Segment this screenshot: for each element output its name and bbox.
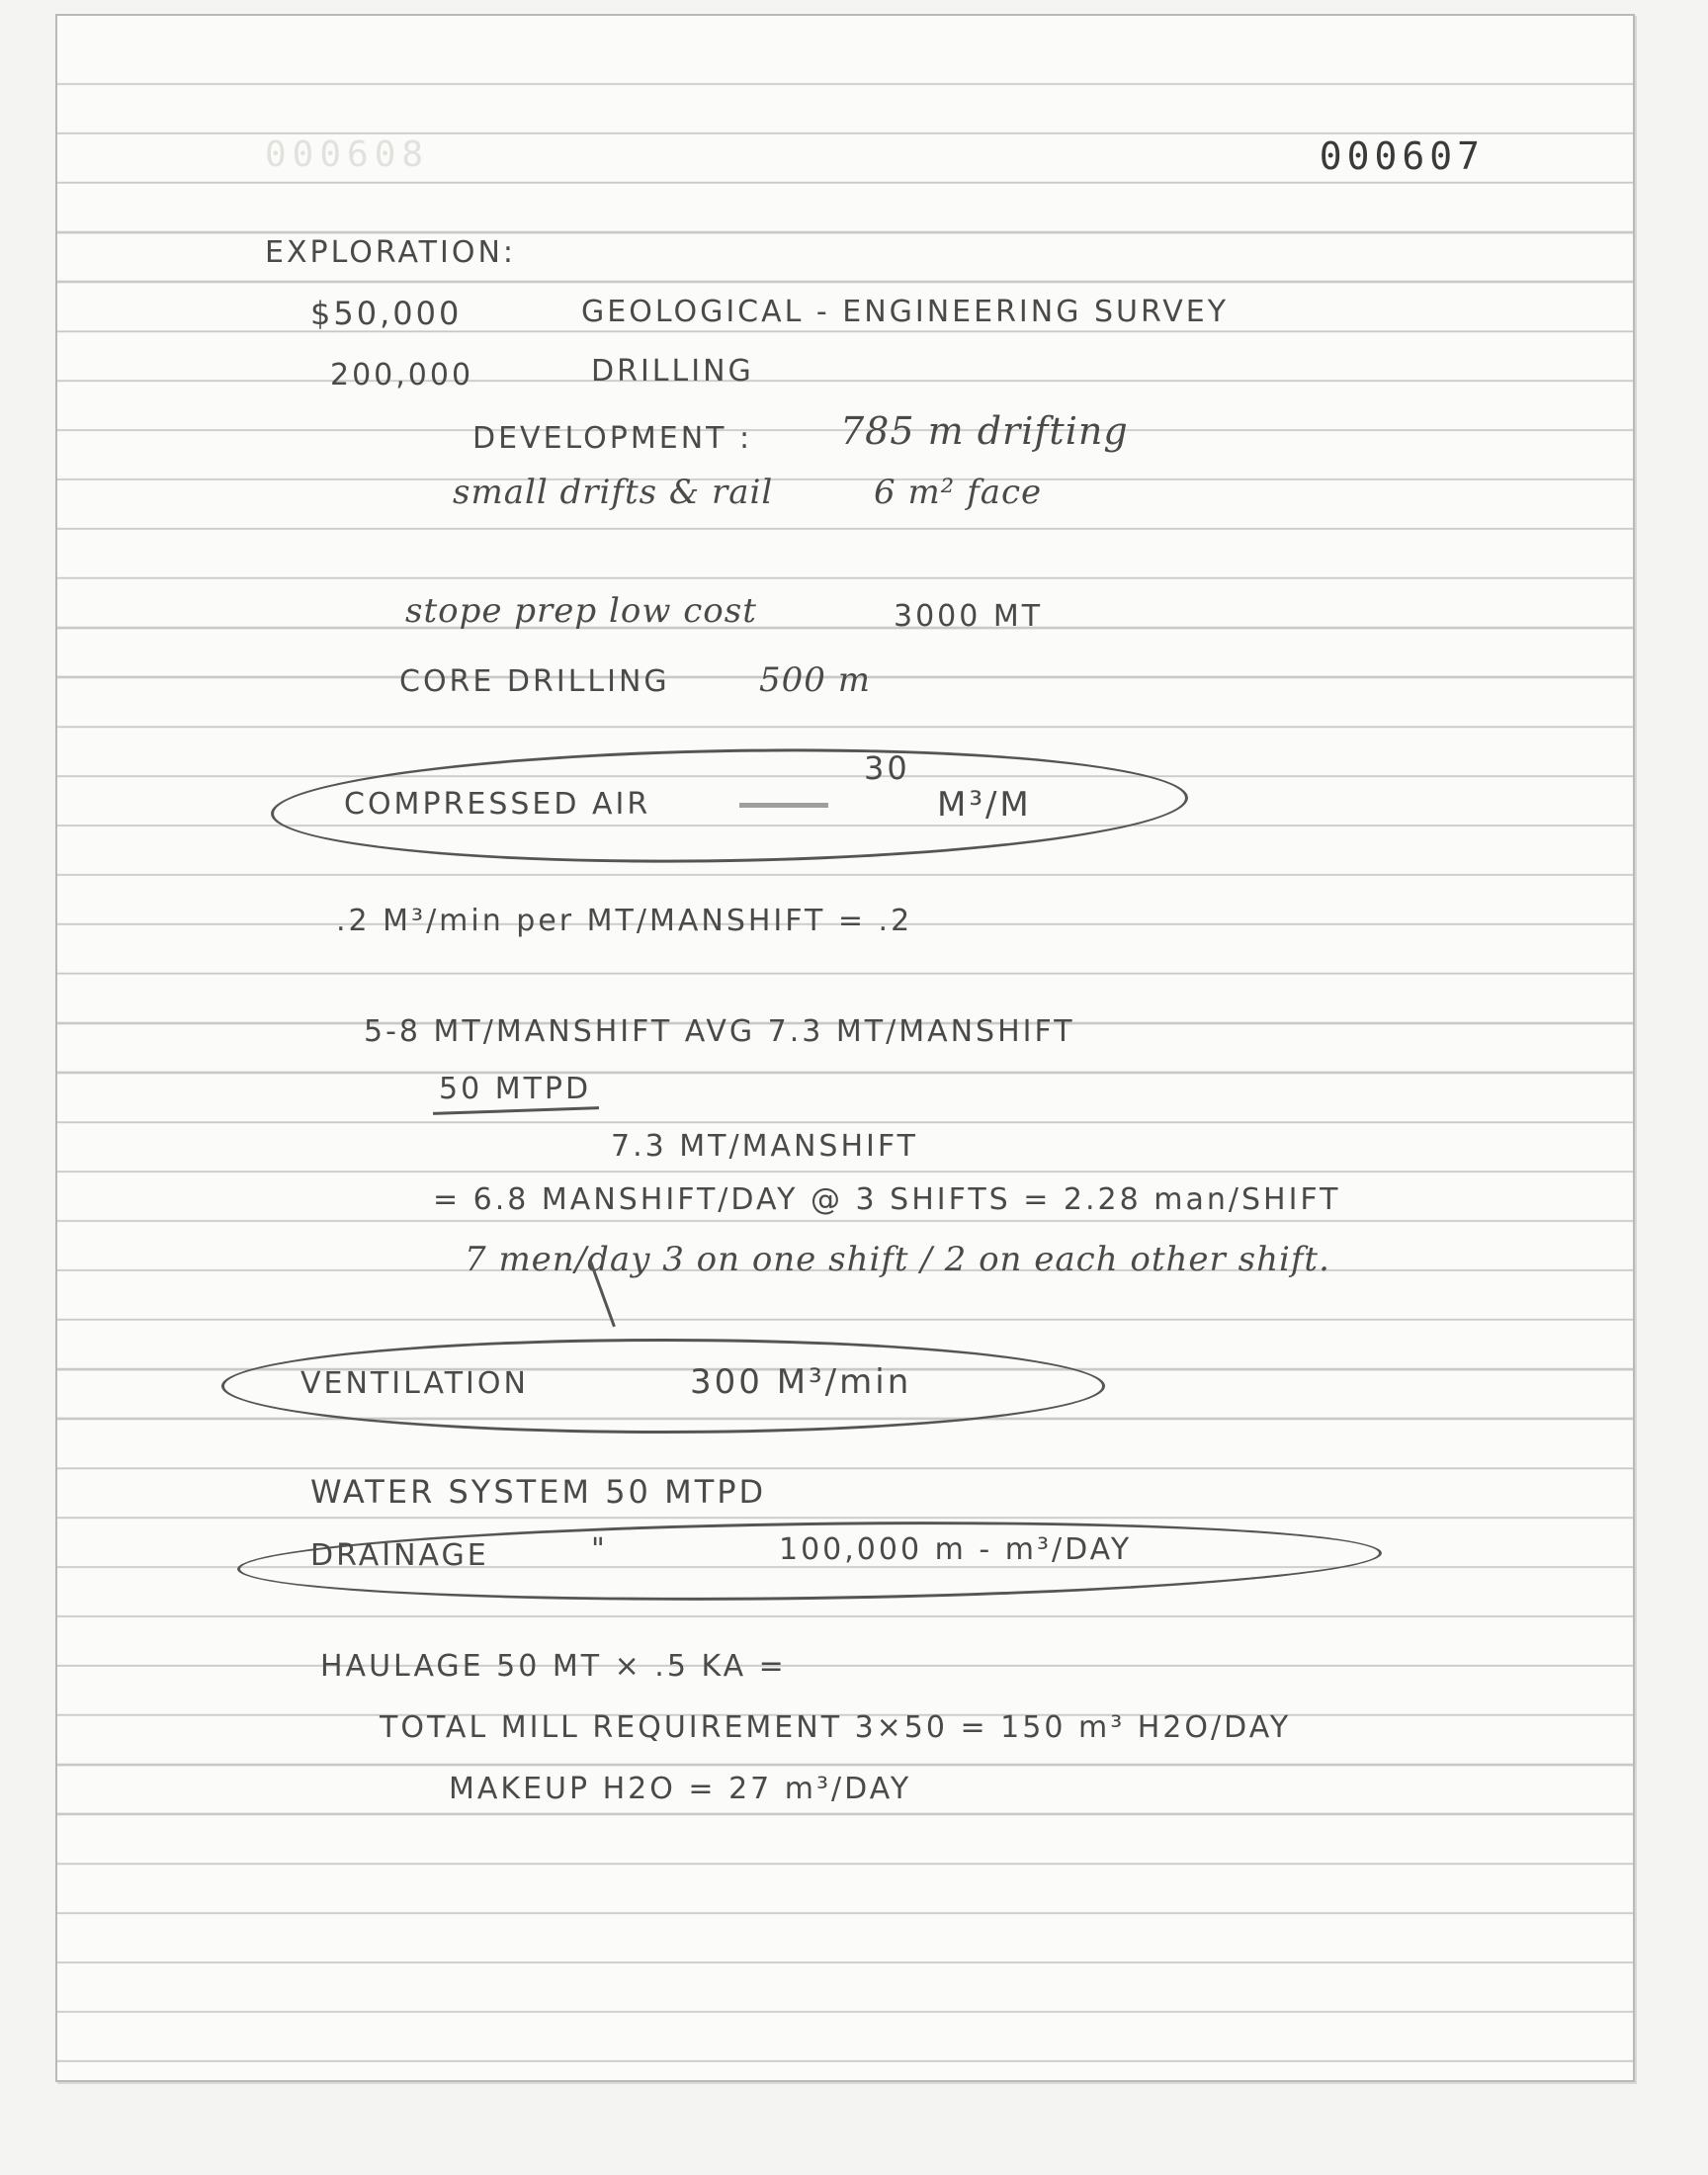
survey-amount: $50,000 [310,295,463,332]
men-per-shift: 7 men/day 3 on one shift / 2 on each other shift. [465,1240,1330,1279]
notebook-page [55,14,1635,2082]
drilling-label: DRILLING [591,354,754,389]
haulage-line: HAULAGE 50 MT × .5 KA = [320,1649,787,1684]
bleed-through-page-number: 000608 [265,134,430,175]
stope-label: stope prep low cost [405,591,757,631]
compressed-air-value: 30 [864,749,910,787]
mtpd-value: 50 MTPD [439,1072,592,1106]
makeup-line: MAKEUP H2O = 27 m³/DAY [449,1772,912,1806]
ventilation-value: 300 M³/min [690,1362,912,1402]
core-drilling-label: CORE DRILLING [399,664,670,699]
development-label: DEVELOPMENT : [472,421,753,456]
face-value: 6 m² face [874,473,1043,512]
drainage-label: DRAINAGE [310,1538,489,1573]
drainage-value: 100,000 m - m³/DAY [779,1532,1133,1567]
drilling-amount: 200,000 [330,358,474,392]
exploration-heading: EXPLORATION: [265,235,517,270]
air-rate-line: .2 M³/min per MT/MANSHIFT = .2 [336,904,913,938]
crossed-out-value [739,803,828,808]
development-value: 785 m drifting [840,409,1129,453]
core-drilling-value: 500 m [759,660,871,700]
survey-label: GEOLOGICAL - ENGINEERING SURVEY [581,295,1230,329]
manshift-divisor: 7.3 MT/MANSHIFT [611,1129,918,1164]
water-system-line: WATER SYSTEM 50 MTPD [310,1473,767,1511]
drainage-ditto: " [591,1532,608,1567]
compressed-air-unit: M³/M [937,785,1032,825]
manshift-result: = 6.8 MANSHIFT/DAY @ 3 SHIFTS = 2.28 man/SHIFT [433,1182,1341,1217]
productivity-line: 5-8 MT/MANSHIFT AVG 7.3 MT/MANSHIFT [364,1014,1075,1049]
drifts-note: small drifts & rail [453,473,774,512]
compressed-air-label: COMPRESSED AIR [344,787,651,822]
stope-value: 3000 MT [894,599,1044,634]
ventilation-label: VENTILATION [300,1366,529,1401]
page-number: 000607 [1319,134,1485,178]
mtpd-underline [433,1106,599,1115]
total-mill-line: TOTAL MILL REQUIREMENT 3×50 = 150 m³ H2O/DAY [380,1710,1292,1745]
